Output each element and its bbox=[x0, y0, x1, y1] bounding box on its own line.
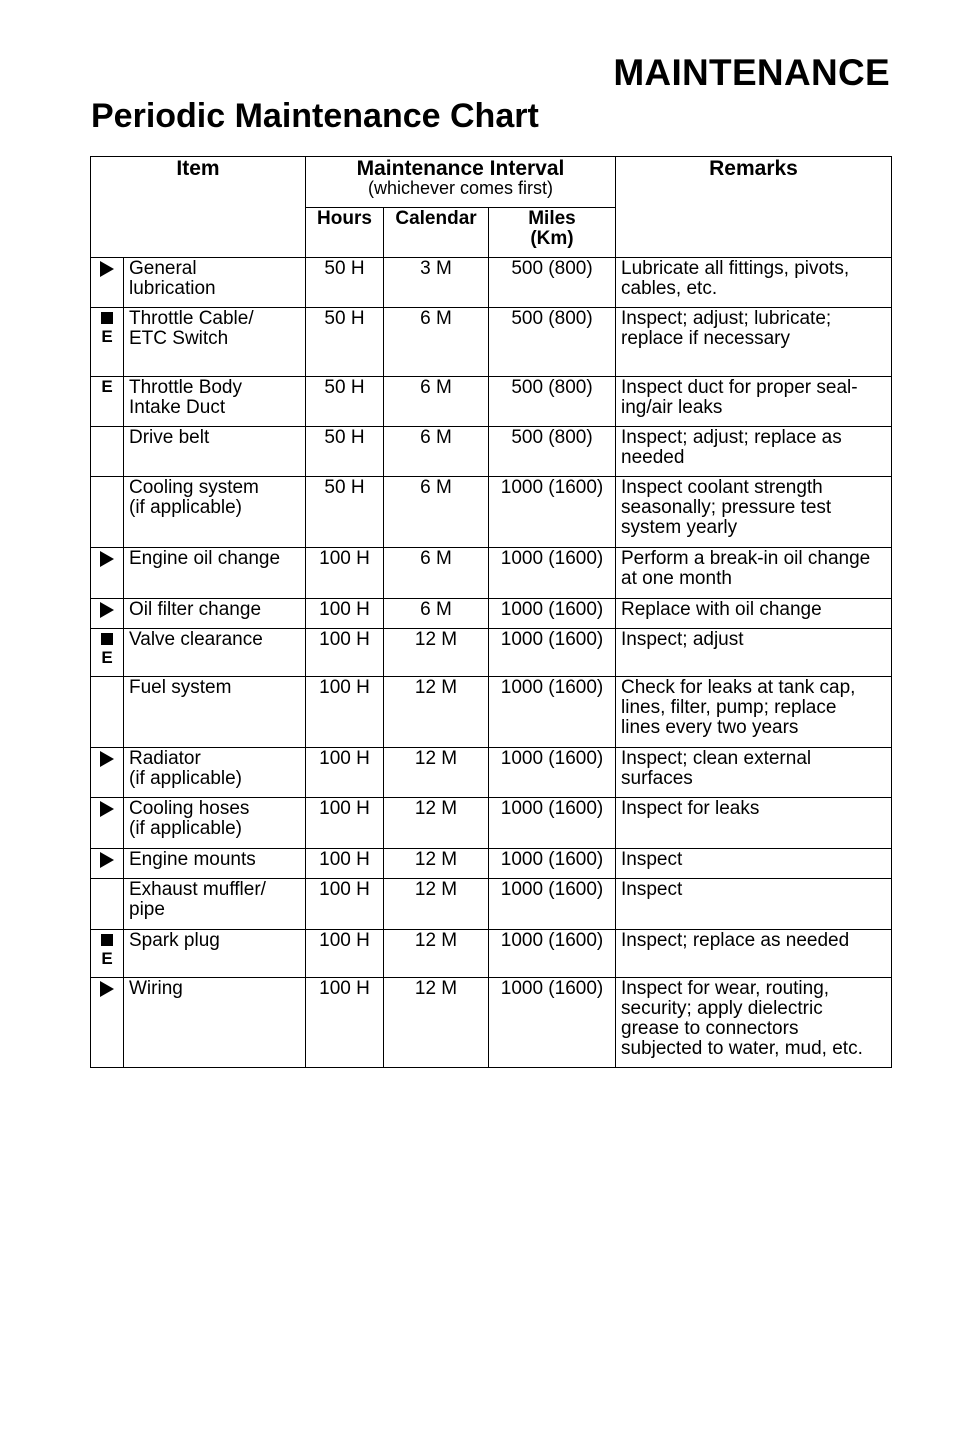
header-row-top bbox=[91, 157, 892, 208]
hours-cell: 100 H bbox=[306, 599, 384, 629]
remarks-cell: Lubricate all fittings, pivots, cables, etc. bbox=[616, 258, 892, 308]
triangle-marker-icon bbox=[100, 801, 114, 817]
item-cell: Drive belt bbox=[124, 427, 306, 477]
calendar-cell: 6 M bbox=[384, 599, 489, 629]
interval-header-label: Maintenance Interval bbox=[356, 157, 565, 180]
remarks-cell: Inspect; adjust bbox=[616, 629, 892, 677]
table-row bbox=[91, 377, 892, 427]
item-cell: Throttle Body Intake Duct bbox=[124, 377, 306, 427]
item-cell: Valve clearance bbox=[124, 629, 306, 677]
item-cell: Wiring bbox=[124, 978, 306, 1068]
remarks-cell: Inspect coolant strength seasonally; pressure test system yearly bbox=[616, 477, 892, 548]
hours-cell: 100 H bbox=[306, 677, 384, 748]
calendar-cell: 6 M bbox=[384, 477, 489, 548]
triangle-marker-icon bbox=[100, 852, 114, 868]
remarks-header: Remarks bbox=[616, 157, 892, 258]
table-row bbox=[91, 849, 892, 879]
table-row bbox=[91, 879, 892, 930]
calendar-cell: 12 M bbox=[384, 629, 489, 677]
table-row bbox=[91, 798, 892, 849]
hours-cell: 50 H bbox=[306, 377, 384, 427]
dealer-mark-label: E bbox=[101, 377, 113, 396]
miles-cell: 1000 (1600) bbox=[489, 930, 616, 978]
triangle-marker-icon bbox=[100, 751, 114, 767]
dealer-mark-label: E bbox=[101, 949, 113, 968]
calendar-cell: 12 M bbox=[384, 748, 489, 798]
table-row bbox=[91, 427, 892, 477]
hours-cell: 100 H bbox=[306, 879, 384, 930]
table-row bbox=[91, 548, 892, 599]
miles-cell: 1000 (1600) bbox=[489, 978, 616, 1068]
calendar-cell: 12 M bbox=[384, 798, 489, 849]
table-row bbox=[91, 308, 892, 377]
calendar-cell: 6 M bbox=[384, 548, 489, 599]
item-cell: Oil filter change bbox=[124, 599, 306, 629]
remarks-cell: Check for leaks at tank cap, lines, filter, pump; replace lines every two years bbox=[616, 677, 892, 748]
hours-cell: 50 H bbox=[306, 258, 384, 308]
miles-cell: 1000 (1600) bbox=[489, 599, 616, 629]
calendar-cell: 3 M bbox=[384, 258, 489, 308]
calendar-cell: 12 M bbox=[384, 879, 489, 930]
hours-cell: 100 H bbox=[306, 629, 384, 677]
item-cell: Throttle Cable/ ETC Switch bbox=[124, 308, 306, 377]
miles-cell: 1000 (1600) bbox=[489, 677, 616, 748]
square-marker-icon bbox=[101, 934, 113, 946]
remarks-cell: Inspect for wear, routing, security; apply dielectric grease to connectors subjected to water, mud, etc. bbox=[616, 978, 892, 1068]
schedule-mark bbox=[91, 879, 124, 930]
schedule-mark bbox=[91, 978, 124, 1068]
remarks-cell: Inspect duct for proper seal- ing/air leaks bbox=[616, 377, 892, 427]
table-row bbox=[91, 978, 892, 1068]
remarks-cell: Inspect; adjust; lubricate; replace if necessary bbox=[616, 308, 892, 377]
table-row bbox=[91, 258, 892, 308]
remarks-cell: Inspect; replace as needed bbox=[616, 930, 892, 978]
table-row bbox=[91, 477, 892, 548]
triangle-marker-icon bbox=[100, 602, 114, 618]
schedule-mark bbox=[91, 258, 124, 308]
schedule-mark bbox=[91, 548, 124, 599]
remarks-cell: Inspect for leaks bbox=[616, 798, 892, 849]
remarks-cell: Inspect; adjust; replace as needed bbox=[616, 427, 892, 477]
remarks-cell: Perform a break-in oil change at one month bbox=[616, 548, 892, 599]
miles-cell: 1000 (1600) bbox=[489, 548, 616, 599]
square-marker-icon bbox=[101, 312, 113, 324]
item-header: Item bbox=[91, 157, 306, 258]
table-row bbox=[91, 629, 892, 677]
schedule-mark bbox=[91, 427, 124, 477]
triangle-marker-icon bbox=[100, 261, 114, 277]
hours-cell: 50 H bbox=[306, 427, 384, 477]
table-row bbox=[91, 599, 892, 629]
remarks-cell: Inspect bbox=[616, 879, 892, 930]
hours-cell: 100 H bbox=[306, 930, 384, 978]
schedule-mark bbox=[91, 308, 124, 377]
hours-cell: 100 H bbox=[306, 849, 384, 879]
maintenance-chart-table bbox=[90, 156, 892, 1068]
hours-cell: 100 H bbox=[306, 548, 384, 599]
triangle-marker-icon bbox=[100, 551, 114, 567]
table-row bbox=[91, 748, 892, 798]
miles-cell: 1000 (1600) bbox=[489, 748, 616, 798]
miles-cell: 1000 (1600) bbox=[489, 477, 616, 548]
dealer-mark-label: E bbox=[101, 327, 113, 346]
miles-cell: 500 (800) bbox=[489, 258, 616, 308]
miles-cell: 1000 (1600) bbox=[489, 798, 616, 849]
square-marker-icon bbox=[101, 633, 113, 645]
hours-cell: 50 H bbox=[306, 308, 384, 377]
table-row bbox=[91, 930, 892, 978]
schedule-mark bbox=[91, 748, 124, 798]
item-cell: Radiator (if applicable) bbox=[124, 748, 306, 798]
chart-body bbox=[91, 258, 892, 1068]
miles-cell: 1000 (1600) bbox=[489, 629, 616, 677]
remarks-cell: Inspect; clean external surfaces bbox=[616, 748, 892, 798]
hours-header: Hours bbox=[306, 208, 384, 258]
calendar-header: Calendar bbox=[384, 208, 489, 258]
calendar-cell: 6 M bbox=[384, 308, 489, 377]
item-cell: Spark plug bbox=[124, 930, 306, 978]
calendar-cell: 6 M bbox=[384, 377, 489, 427]
dealer-mark-label: E bbox=[101, 648, 113, 667]
schedule-mark bbox=[91, 849, 124, 879]
schedule-mark bbox=[91, 930, 124, 978]
section-title: MAINTENANCE bbox=[613, 52, 890, 93]
table-row bbox=[91, 677, 892, 748]
remarks-cell: Inspect bbox=[616, 849, 892, 879]
calendar-cell: 12 M bbox=[384, 978, 489, 1068]
schedule-mark bbox=[91, 629, 124, 677]
schedule-mark bbox=[91, 677, 124, 748]
miles-header: Miles (Km) bbox=[489, 208, 616, 258]
calendar-cell: 12 M bbox=[384, 930, 489, 978]
miles-cell: 500 (800) bbox=[489, 377, 616, 427]
item-cell: Fuel system bbox=[124, 677, 306, 748]
miles-cell: 1000 (1600) bbox=[489, 849, 616, 879]
remarks-cell: Replace with oil change bbox=[616, 599, 892, 629]
hours-cell: 100 H bbox=[306, 798, 384, 849]
hours-cell: 50 H bbox=[306, 477, 384, 548]
schedule-mark bbox=[91, 798, 124, 849]
interval-header-note: (whichever comes first) bbox=[367, 178, 554, 198]
miles-cell: 1000 (1600) bbox=[489, 879, 616, 930]
calendar-cell: 12 M bbox=[384, 677, 489, 748]
triangle-marker-icon bbox=[100, 981, 114, 997]
calendar-cell: 6 M bbox=[384, 427, 489, 477]
item-cell: Exhaust muffler/ pipe bbox=[124, 879, 306, 930]
interval-header bbox=[306, 157, 616, 208]
item-cell: Cooling system (if applicable) bbox=[124, 477, 306, 548]
hours-cell: 100 H bbox=[306, 978, 384, 1068]
item-cell: General lubrication bbox=[124, 258, 306, 308]
miles-cell: 500 (800) bbox=[489, 308, 616, 377]
calendar-cell: 12 M bbox=[384, 849, 489, 879]
item-cell: Engine oil change bbox=[124, 548, 306, 599]
miles-cell: 500 (800) bbox=[489, 427, 616, 477]
schedule-mark bbox=[91, 477, 124, 548]
hours-cell: 100 H bbox=[306, 748, 384, 798]
item-cell: Cooling hoses (if applicable) bbox=[124, 798, 306, 849]
item-cell: Engine mounts bbox=[124, 849, 306, 879]
schedule-mark bbox=[91, 377, 124, 427]
schedule-mark bbox=[91, 599, 124, 629]
chart-title: Periodic Maintenance Chart bbox=[91, 97, 539, 135]
